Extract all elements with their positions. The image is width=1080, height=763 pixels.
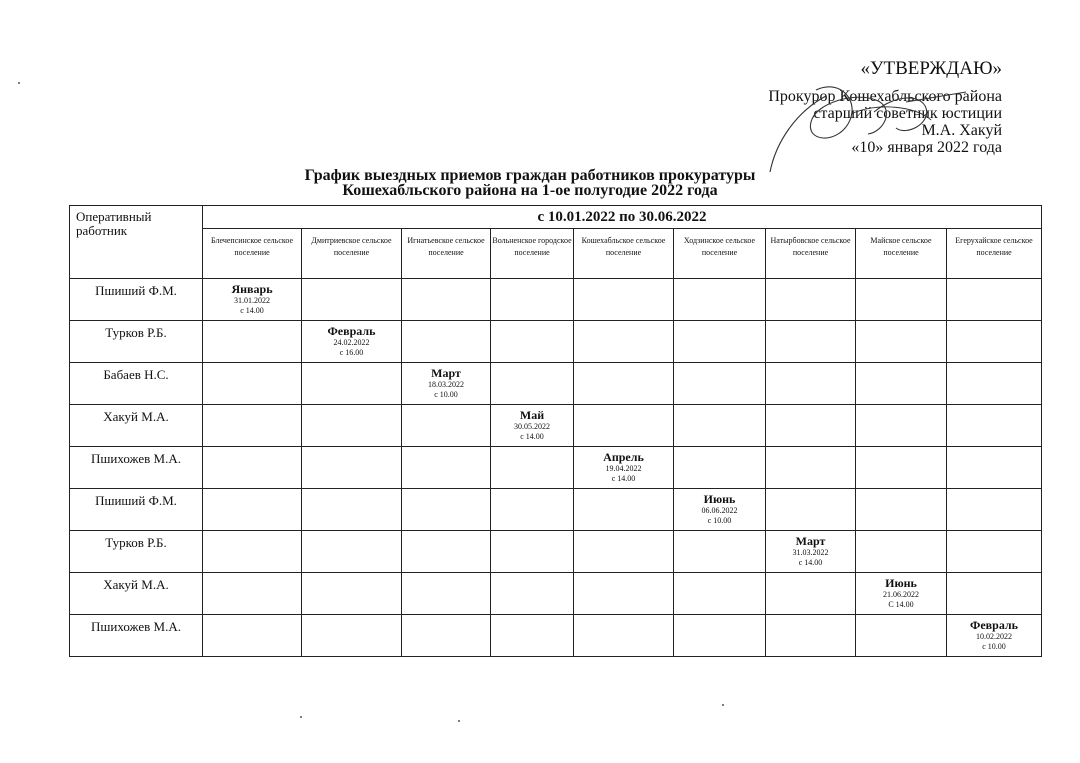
empty-cell bbox=[302, 405, 402, 447]
visit-cell bbox=[491, 405, 574, 447]
empty-cell bbox=[302, 573, 402, 615]
visit-cell bbox=[674, 489, 766, 531]
empty-cell bbox=[856, 531, 947, 573]
period-header: с 10.01.2022 по 30.06.2022 bbox=[203, 206, 1042, 229]
table-row bbox=[70, 363, 1042, 405]
empty-cell bbox=[947, 489, 1042, 531]
operator-name: Турков Р.Б. bbox=[70, 531, 203, 573]
empty-cell bbox=[402, 447, 491, 489]
approval-position: Прокурор Кошехабльского района bbox=[768, 88, 1002, 105]
empty-cell bbox=[674, 363, 766, 405]
empty-cell bbox=[766, 447, 856, 489]
title-line-1: График выездных приемов граждан работников прокуратуры bbox=[304, 167, 756, 184]
empty-cell bbox=[203, 615, 302, 657]
visit-date: 24.02.2022 bbox=[333, 338, 370, 347]
visit-time: с 10.00 bbox=[707, 516, 732, 525]
empty-cell bbox=[402, 615, 491, 657]
empty-cell bbox=[203, 489, 302, 531]
empty-cell bbox=[766, 405, 856, 447]
empty-cell bbox=[491, 615, 574, 657]
visit-date: 19.04.2022 bbox=[605, 464, 642, 473]
empty-cell bbox=[203, 447, 302, 489]
operator-name: Хакуй М.А. bbox=[70, 573, 203, 615]
visit-time: с 10.00 bbox=[434, 390, 458, 399]
visit-month: Март bbox=[795, 534, 826, 548]
table-row bbox=[70, 405, 1042, 447]
empty-cell bbox=[674, 447, 766, 489]
visit-time: с 16.00 bbox=[339, 348, 364, 357]
operator-name: Пшихожев М.А. bbox=[70, 615, 203, 657]
empty-cell bbox=[491, 447, 574, 489]
visit-date: 31.01.2022 bbox=[234, 296, 270, 305]
visit-cell bbox=[766, 531, 856, 573]
visit-date: 21.06.2022 bbox=[883, 590, 919, 599]
empty-cell bbox=[766, 321, 856, 363]
settlement-header: Ходзинское сельское поселение bbox=[674, 229, 766, 279]
approval-rank: старший советник юстиции bbox=[813, 105, 1002, 122]
empty-cell bbox=[766, 615, 856, 657]
visit-cell bbox=[947, 615, 1042, 657]
empty-cell bbox=[856, 321, 947, 363]
empty-cell bbox=[674, 615, 766, 657]
visit-date: 31.03.2022 bbox=[792, 548, 829, 557]
scan-speck bbox=[722, 704, 724, 706]
empty-cell bbox=[203, 363, 302, 405]
empty-cell bbox=[856, 279, 947, 321]
empty-cell bbox=[947, 321, 1042, 363]
empty-cell bbox=[302, 531, 402, 573]
handwritten-signature bbox=[756, 72, 986, 182]
visit-time: С 14.00 bbox=[888, 600, 914, 609]
empty-cell bbox=[402, 489, 491, 531]
table-row bbox=[70, 447, 1042, 489]
visit-cell bbox=[856, 573, 947, 615]
empty-cell bbox=[302, 489, 402, 531]
empty-cell bbox=[491, 279, 574, 321]
empty-cell bbox=[947, 447, 1042, 489]
table-row bbox=[70, 531, 1042, 573]
empty-cell bbox=[574, 405, 674, 447]
table-row bbox=[70, 489, 1042, 531]
empty-cell bbox=[574, 279, 674, 321]
settlement-header: Егерухайское сельское поселение bbox=[947, 229, 1042, 279]
empty-cell bbox=[574, 531, 674, 573]
empty-cell bbox=[766, 489, 856, 531]
visit-time: с 10.00 bbox=[982, 642, 1006, 651]
table-row bbox=[70, 615, 1042, 657]
empty-cell bbox=[203, 573, 302, 615]
empty-cell bbox=[574, 615, 674, 657]
visit-cell bbox=[574, 447, 674, 489]
settlement-header: Вольненское городское поселение bbox=[491, 229, 574, 279]
empty-cell bbox=[674, 573, 766, 615]
empty-cell bbox=[402, 321, 491, 363]
visit-month: Июнь bbox=[885, 576, 917, 590]
approval-date: «10» января 2022 года bbox=[851, 139, 1002, 156]
settlement-header: Блечепсинское сельское поселение bbox=[203, 229, 302, 279]
visit-date: 18.03.2022 bbox=[428, 380, 464, 389]
empty-cell bbox=[947, 531, 1042, 573]
visit-month: Март bbox=[431, 366, 461, 380]
empty-cell bbox=[203, 321, 302, 363]
table-row bbox=[70, 321, 1042, 363]
settlement-header: Дмитриевское сельское поселение bbox=[302, 229, 402, 279]
empty-cell bbox=[856, 363, 947, 405]
visit-month: Февраль bbox=[327, 324, 376, 338]
empty-cell bbox=[203, 531, 302, 573]
title-line-2: Кошехабльского района на 1-ое полугодие 2022 года bbox=[342, 182, 718, 199]
visit-month: Июнь bbox=[703, 492, 736, 506]
schedule-table bbox=[69, 205, 1042, 657]
empty-cell bbox=[402, 279, 491, 321]
empty-cell bbox=[674, 279, 766, 321]
visit-time: с 14.00 bbox=[240, 306, 264, 315]
document-title bbox=[160, 168, 900, 198]
table-row bbox=[70, 279, 1042, 321]
empty-cell bbox=[766, 363, 856, 405]
empty-cell bbox=[947, 279, 1042, 321]
operator-name: Бабаев Н.С. bbox=[70, 363, 203, 405]
settlement-header: Натырбовское сельское поселение bbox=[766, 229, 856, 279]
empty-cell bbox=[574, 573, 674, 615]
empty-cell bbox=[402, 405, 491, 447]
empty-cell bbox=[856, 447, 947, 489]
operator-name: Пшиший Ф.М. bbox=[70, 489, 203, 531]
operator-name: Пшиший Ф.М. bbox=[70, 279, 203, 321]
empty-cell bbox=[674, 321, 766, 363]
operator-name: Хакуй М.А. bbox=[70, 405, 203, 447]
visit-time: с 14.00 bbox=[611, 474, 636, 483]
empty-cell bbox=[491, 489, 574, 531]
empty-cell bbox=[947, 405, 1042, 447]
empty-cell bbox=[947, 573, 1042, 615]
visit-time: с 14.00 bbox=[520, 432, 544, 441]
settlement-header: Майское сельское поселение bbox=[856, 229, 947, 279]
empty-cell bbox=[856, 405, 947, 447]
empty-cell bbox=[302, 279, 402, 321]
operator-name: Пшихожев М.А. bbox=[70, 447, 203, 489]
visit-month: Май bbox=[519, 408, 545, 422]
empty-cell bbox=[574, 489, 674, 531]
visit-date: 10.02.2022 bbox=[976, 632, 1013, 641]
empty-cell bbox=[947, 363, 1042, 405]
empty-cell bbox=[574, 321, 674, 363]
table-row bbox=[70, 573, 1042, 615]
operator-column-header: Оперативный работник bbox=[70, 206, 203, 279]
empty-cell bbox=[674, 531, 766, 573]
visit-date: 30.05.2022 bbox=[514, 422, 550, 431]
empty-cell bbox=[302, 363, 402, 405]
empty-cell bbox=[491, 321, 574, 363]
empty-cell bbox=[302, 447, 402, 489]
visit-month: Февраль bbox=[970, 618, 1019, 632]
empty-cell bbox=[491, 363, 574, 405]
empty-cell bbox=[402, 573, 491, 615]
visit-month: Январь bbox=[231, 282, 273, 296]
empty-cell bbox=[856, 489, 947, 531]
visit-cell bbox=[302, 321, 402, 363]
operator-name: Турков Р.Б. bbox=[70, 321, 203, 363]
empty-cell bbox=[766, 279, 856, 321]
settlement-header: Игнатьевское сельское поселение bbox=[402, 229, 491, 279]
visit-date: 06.06.2022 bbox=[701, 506, 738, 515]
approval-signatory: М.А. Хакуй bbox=[921, 122, 1002, 139]
visit-cell bbox=[203, 279, 302, 321]
empty-cell bbox=[302, 615, 402, 657]
empty-cell bbox=[491, 531, 574, 573]
empty-cell bbox=[674, 405, 766, 447]
empty-cell bbox=[203, 405, 302, 447]
scan-speck bbox=[18, 82, 20, 84]
approval-heading: «УТВЕРЖДАЮ» bbox=[860, 58, 1002, 79]
settlement-header: Кошехабльское сельское поселение bbox=[574, 229, 674, 279]
visit-month: Апрель bbox=[603, 450, 644, 464]
scan-speck bbox=[458, 720, 460, 722]
empty-cell bbox=[574, 363, 674, 405]
empty-cell bbox=[491, 573, 574, 615]
empty-cell bbox=[856, 615, 947, 657]
visit-cell bbox=[402, 363, 491, 405]
visit-time: с 14.00 bbox=[798, 558, 823, 567]
scan-speck bbox=[300, 716, 302, 718]
empty-cell bbox=[402, 531, 491, 573]
empty-cell bbox=[766, 573, 856, 615]
